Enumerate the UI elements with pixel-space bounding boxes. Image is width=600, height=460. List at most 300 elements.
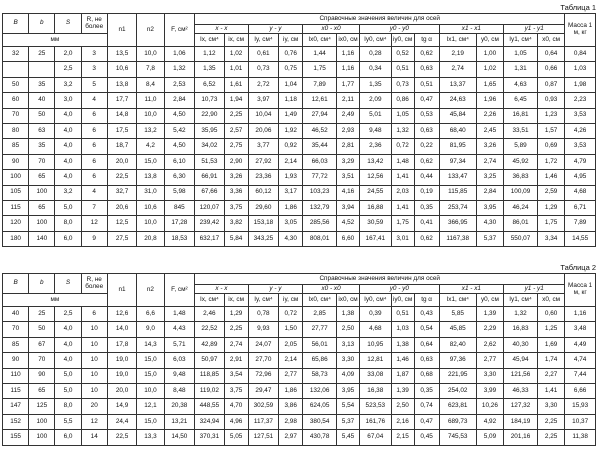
- table-cell: 15,0: [137, 353, 164, 368]
- table-cell: 1,98: [565, 77, 596, 92]
- table-cell: 10,73: [195, 93, 224, 108]
- table-cell: 1,05: [504, 47, 538, 62]
- table-cell: 1,03: [391, 322, 414, 337]
- table-cell: 1,75: [303, 62, 337, 77]
- table-cell: 745,53: [439, 430, 476, 445]
- table-cell: 5,85: [439, 307, 476, 322]
- table-cell: 5,98: [164, 185, 195, 200]
- table-cell: 4: [81, 93, 107, 108]
- table-cell: 1,48: [164, 307, 195, 322]
- table-cell: 12: [81, 216, 107, 231]
- table-cell: 0,87: [537, 77, 564, 92]
- table-cell: 5,0: [55, 200, 81, 215]
- table-cell: 6: [81, 108, 107, 123]
- table-cell: 3,29: [337, 154, 360, 169]
- axis-y0-y0: y0 - y0: [359, 285, 439, 294]
- col-tg: tg α: [414, 34, 439, 47]
- table-cell: 2,85: [303, 307, 337, 322]
- table-cell: 40,30: [504, 337, 538, 352]
- table-cell: 20,0: [107, 154, 136, 169]
- table-cell: 0,73: [248, 62, 279, 77]
- table-cell: 13,21: [164, 414, 195, 429]
- table-cell: 2,50: [391, 399, 414, 414]
- table-cell: 1,96: [476, 93, 503, 108]
- table-cell: 0,19: [414, 185, 439, 200]
- table-cell: 5,5: [55, 414, 81, 429]
- table-cell: 5,09: [476, 430, 503, 445]
- col-tg: tg α: [414, 294, 439, 307]
- table-cell: [3, 62, 29, 77]
- subheader-row: [3, 34, 596, 47]
- col-ix0: Ix0, см⁴: [303, 34, 337, 47]
- table-row: [3, 62, 596, 77]
- table-cell: 67,66: [195, 185, 224, 200]
- col-iy0: Iy0, см⁴: [359, 34, 391, 47]
- table-cell: 115: [3, 383, 29, 398]
- table-cell: 15,0: [137, 154, 164, 169]
- table-cell: 180: [3, 231, 29, 246]
- table-cell: 0,35: [414, 383, 439, 398]
- table-cell: 0,63: [414, 353, 439, 368]
- table-cell: 4,09: [337, 368, 360, 383]
- table-row: [3, 322, 596, 337]
- table-cell: 67,04: [359, 430, 391, 445]
- table-cell: 27,92: [248, 154, 279, 169]
- table-cell: 4,0: [55, 170, 81, 185]
- table-cell: 624,05: [303, 399, 337, 414]
- table-cell: 4,0: [55, 322, 81, 337]
- table-cell: 1,72: [537, 154, 564, 169]
- table-cell: 1,46: [537, 170, 564, 185]
- col-ix-r: ix, см: [224, 34, 248, 47]
- table-cell: 25: [29, 47, 55, 62]
- table-cell: 67: [29, 337, 55, 352]
- table-cell: 10: [81, 353, 107, 368]
- table-cell: 10,0: [137, 47, 164, 62]
- table-cell: 6: [81, 307, 107, 322]
- table-cell: 6,0: [55, 231, 81, 246]
- table-cell: 97,36: [439, 353, 476, 368]
- table-cell: 6: [81, 139, 107, 154]
- table-cell: 70: [3, 322, 29, 337]
- table-cell: 0,62: [414, 154, 439, 169]
- table-cell: 1,86: [279, 383, 303, 398]
- table-cell: 65: [29, 383, 55, 398]
- table-cell: 5,05: [224, 430, 248, 445]
- table-cell: 27,70: [248, 353, 279, 368]
- table-row: [3, 170, 596, 185]
- table-cell: [29, 62, 55, 77]
- table-cell: 65,86: [303, 353, 337, 368]
- table-cell: 60: [3, 93, 29, 108]
- table-cell: 0,74: [414, 399, 439, 414]
- table-cell: 5,54: [337, 399, 360, 414]
- table-cell: 167,41: [359, 231, 391, 246]
- table-cell: 430,78: [303, 430, 337, 445]
- table-cell: 0,63: [414, 62, 439, 77]
- table-cell: 2,59: [537, 185, 564, 200]
- table-cell: 2,25: [537, 430, 564, 445]
- table-cell: 45,84: [439, 108, 476, 123]
- table-cell: 1,16: [337, 62, 360, 77]
- table-cell: 3,94: [337, 200, 360, 215]
- table-cell: 14,0: [107, 322, 136, 337]
- table-cell: 35,95: [195, 123, 224, 138]
- table-cell: 0,52: [391, 47, 414, 62]
- table-cell: 6,66: [565, 383, 596, 398]
- table-cell: 46,24: [504, 200, 538, 215]
- table-cell: 2,50: [337, 322, 360, 337]
- table-cell: 0,51: [414, 77, 439, 92]
- col-s: S: [55, 14, 81, 34]
- table-cell: 9: [81, 231, 107, 246]
- table-row: [3, 108, 596, 123]
- table-cell: 2,81: [337, 139, 360, 154]
- table-cell: 1,29: [537, 200, 564, 215]
- unit-mm: мм: [3, 294, 108, 307]
- col-iy1: Iy1, см⁴: [504, 294, 538, 307]
- col-y0: y0, см: [476, 294, 503, 307]
- table-cell: 9,48: [164, 368, 195, 383]
- table-cell: 3,05: [279, 216, 303, 231]
- table-cell: 0,64: [537, 47, 564, 62]
- table-cell: 2,15: [391, 430, 414, 445]
- axis-y-y: y - y: [248, 285, 303, 294]
- table-cell: 3,2: [55, 77, 81, 92]
- table-row: [3, 430, 596, 445]
- table-cell: 17,5: [107, 123, 136, 138]
- table-cell: 90: [3, 154, 29, 169]
- table-cell: 3: [81, 47, 107, 62]
- table-cell: 3,30: [476, 368, 503, 383]
- table-cell: 4,0: [55, 123, 81, 138]
- table-cell: 0,51: [391, 307, 414, 322]
- table-row: [3, 123, 596, 138]
- table-cell: 27,94: [303, 108, 337, 123]
- table-cell: 5,89: [504, 139, 538, 154]
- unit-mm: мм: [3, 34, 108, 47]
- table-cell: 0,69: [537, 139, 564, 154]
- table-cell: 1,32: [504, 307, 538, 322]
- table-cell: 1,23: [537, 108, 564, 123]
- col-iy-r: iy, см: [279, 294, 303, 307]
- table-cell: 4,92: [476, 414, 503, 429]
- table-cell: 5,84: [224, 231, 248, 246]
- table-cell: 1,32: [391, 123, 414, 138]
- table-cell: 3,48: [565, 322, 596, 337]
- table-cell: 14,3: [137, 337, 164, 352]
- table-cell: 1167,38: [439, 231, 476, 246]
- table-cell: 17,7: [107, 93, 136, 108]
- table-cell: 50: [3, 77, 29, 92]
- table-row: [3, 139, 596, 154]
- table-cell: 2,19: [439, 47, 476, 62]
- table-cell: 0,41: [414, 216, 439, 231]
- table-cell: 90: [29, 368, 55, 383]
- table-cell: 15,0: [137, 414, 164, 429]
- table-cell: 0,75: [279, 62, 303, 77]
- table-cell: 0,34: [359, 62, 391, 77]
- table-cell: 16,83: [504, 322, 538, 337]
- table-cell: 105: [3, 185, 29, 200]
- table-cell: 3,99: [476, 383, 503, 398]
- table-cell: 2,23: [565, 93, 596, 108]
- table-cell: 1,05: [391, 108, 414, 123]
- table-cell: 2,77: [279, 368, 303, 383]
- table-cell: 18,53: [164, 231, 195, 246]
- table-cell: 4,0: [55, 337, 81, 352]
- table-cell: 22,90: [195, 108, 224, 123]
- table-cell: 0,92: [279, 139, 303, 154]
- table2-body: [3, 307, 596, 446]
- table-cell: 2,46: [195, 307, 224, 322]
- table-cell: 3,26: [224, 170, 248, 185]
- table-cell: 0,63: [414, 123, 439, 138]
- table-cell: 115: [3, 200, 29, 215]
- table-cell: 2,49: [337, 108, 360, 123]
- table-cell: 285,56: [303, 216, 337, 231]
- col-x0: x0, см: [537, 294, 564, 307]
- table-cell: 36,83: [504, 170, 538, 185]
- table-cell: 221,95: [439, 368, 476, 383]
- col-iy: Iy, см⁴: [248, 34, 279, 47]
- table1-caption: Таблица 1: [560, 3, 596, 12]
- table-cell: 0,72: [279, 307, 303, 322]
- col-ix1: Ix1, см⁴: [439, 294, 476, 307]
- table-cell: 56,01: [303, 337, 337, 352]
- table-cell: 1,48: [391, 154, 414, 169]
- table-cell: 58,73: [303, 368, 337, 383]
- table-cell: 0,54: [414, 322, 439, 337]
- table-cell: 2,74: [224, 337, 248, 352]
- table-cell: 5,01: [359, 108, 391, 123]
- table-cell: 132,06: [303, 383, 337, 398]
- table-cell: 51,53: [195, 154, 224, 169]
- table-cell: 23,36: [248, 170, 279, 185]
- table-cell: 12,1: [137, 399, 164, 414]
- table-cell: 1,02: [224, 47, 248, 62]
- table-cell: 3,30: [337, 353, 360, 368]
- table-cell: 119,02: [195, 383, 224, 398]
- table-cell: 2,75: [224, 139, 248, 154]
- table-cell: 1,41: [391, 200, 414, 215]
- reference-values-header: Справочные значения величин для осей: [195, 274, 565, 285]
- axis-x-x: x - x: [195, 285, 248, 294]
- table-cell: 0,43: [414, 307, 439, 322]
- table-cell: 2,57: [224, 123, 248, 138]
- table-cell: 3,86: [279, 399, 303, 414]
- table-cell: 100: [29, 216, 55, 231]
- table-cell: 1,41: [537, 383, 564, 398]
- table-cell: 13,3: [137, 430, 164, 445]
- table-cell: 0,39: [359, 307, 391, 322]
- table-cell: 27,5: [107, 231, 136, 246]
- table1: [2, 13, 596, 247]
- subheader-row: [3, 294, 596, 307]
- table-cell: 29,60: [248, 200, 279, 215]
- table-cell: 380,54: [303, 414, 337, 429]
- table-cell: 4,30: [279, 231, 303, 246]
- table-cell: 4,49: [565, 337, 596, 352]
- col-iy-r: iy, см: [279, 34, 303, 47]
- table-cell: 5,37: [476, 231, 503, 246]
- table-cell: 20,8: [137, 231, 164, 246]
- table-cell: 1,38: [391, 337, 414, 352]
- table-cell: 1,01: [224, 62, 248, 77]
- table-cell: 117,37: [248, 414, 279, 429]
- table-cell: 24,55: [359, 185, 391, 200]
- table-cell: 6: [81, 154, 107, 169]
- reference-values-header: Справочные значения величин для осей: [195, 14, 565, 25]
- table-cell: 1,65: [476, 77, 503, 92]
- table-cell: 1,39: [391, 383, 414, 398]
- table-cell: 127,32: [504, 399, 538, 414]
- table-cell: 2,25: [537, 414, 564, 429]
- table-cell: 4,26: [565, 123, 596, 138]
- table-cell: 155: [3, 430, 29, 445]
- col-y0: y0, см: [476, 34, 503, 47]
- table-cell: 1,74: [537, 353, 564, 368]
- table-cell: 6,10: [164, 154, 195, 169]
- table-cell: 1,77: [337, 77, 360, 92]
- table-cell: 11,0: [137, 93, 164, 108]
- table-row: [3, 414, 596, 429]
- table-cell: 0,73: [391, 77, 414, 92]
- table-cell: 12,61: [303, 93, 337, 108]
- table-cell: 4,30: [476, 216, 503, 231]
- col-b-upper: B: [3, 274, 29, 294]
- table-cell: 1,75: [391, 216, 414, 231]
- table-cell: 10: [81, 322, 107, 337]
- table-cell: 27,77: [303, 322, 337, 337]
- table-cell: 3,36: [224, 185, 248, 200]
- table-row: [3, 93, 596, 108]
- table-cell: 13,37: [439, 77, 476, 92]
- table-cell: 4,16: [337, 185, 360, 200]
- table-cell: 10: [81, 383, 107, 398]
- table-cell: 10,6: [137, 200, 164, 215]
- table-cell: 2,25: [224, 108, 248, 123]
- col-iy0-r: iy0, см: [391, 34, 414, 47]
- col-f: F, см²: [164, 274, 195, 307]
- table-cell: 3: [81, 62, 107, 77]
- table-cell: 30,59: [359, 216, 391, 231]
- table-cell: 632,17: [195, 231, 224, 246]
- table-cell: 147: [3, 399, 29, 414]
- col-r: R, не более: [81, 14, 107, 34]
- table-cell: 7,89: [565, 216, 596, 231]
- table-cell: 24,63: [439, 93, 476, 108]
- table-cell: 7,44: [565, 368, 596, 383]
- table-cell: 10,0: [137, 108, 164, 123]
- table-cell: 3,25: [476, 170, 503, 185]
- table-row: [3, 399, 596, 414]
- table-cell: 3,0: [55, 93, 81, 108]
- table-cell: 2,14: [279, 154, 303, 169]
- table-cell: 140: [29, 231, 55, 246]
- table-cell: 1,61: [224, 77, 248, 92]
- col-r: R, не более: [81, 274, 107, 294]
- table-cell: 68,40: [439, 123, 476, 138]
- table-cell: 4,52: [337, 216, 360, 231]
- table-cell: 97,34: [439, 154, 476, 169]
- table-cell: 2,72: [248, 77, 279, 92]
- table-cell: 1,44: [303, 47, 337, 62]
- table-cell: 12,5: [107, 216, 136, 231]
- table-cell: 845: [164, 200, 195, 215]
- table-cell: 63: [29, 123, 55, 138]
- table-cell: 13,8: [107, 77, 136, 92]
- table-cell: 17,8: [107, 337, 136, 352]
- table-row: [3, 200, 596, 215]
- table-cell: 0,51: [391, 62, 414, 77]
- table-cell: 0,44: [414, 170, 439, 185]
- col-f: F, см²: [164, 14, 195, 47]
- table-cell: 0,86: [391, 93, 414, 108]
- table-cell: 3,75: [224, 383, 248, 398]
- table-cell: 6,0: [55, 430, 81, 445]
- table-cell: 3,54: [224, 368, 248, 383]
- table-cell: 302,59: [248, 399, 279, 414]
- table-cell: 153,18: [248, 216, 279, 231]
- col-ix1: Ix1, см⁴: [439, 34, 476, 47]
- table-cell: 1,29: [224, 307, 248, 322]
- table-cell: 1,18: [279, 93, 303, 108]
- table-row: [3, 231, 596, 246]
- table-cell: 201,16: [504, 430, 538, 445]
- table-cell: 1,06: [164, 47, 195, 62]
- table-cell: 1,69: [537, 337, 564, 352]
- table-cell: 6,71: [565, 200, 596, 215]
- table-cell: 4,63: [504, 77, 538, 92]
- table-cell: 13,8: [137, 170, 164, 185]
- table-cell: 2,03: [391, 185, 414, 200]
- col-s: S: [55, 274, 81, 294]
- table-cell: 0,84: [565, 47, 596, 62]
- table-cell: 120,07: [195, 200, 224, 215]
- table-cell: 20,6: [107, 200, 136, 215]
- table-cell: 0,61: [248, 47, 279, 62]
- axis-x0-x0: x0 - x0: [303, 25, 360, 34]
- table-cell: 100: [29, 185, 55, 200]
- table-cell: 3,01: [391, 231, 414, 246]
- table-cell: 253,74: [439, 200, 476, 215]
- table-cell: 2,0: [55, 47, 81, 62]
- table-cell: 5,45: [337, 430, 360, 445]
- table-cell: 2,91: [224, 353, 248, 368]
- table-cell: 623,81: [439, 399, 476, 414]
- table-cell: 16,81: [504, 108, 538, 123]
- table-cell: 808,01: [303, 231, 337, 246]
- table-cell: 2,84: [476, 185, 503, 200]
- table-cell: 100: [29, 414, 55, 429]
- table-cell: 4,0: [55, 154, 81, 169]
- table-cell: 46,52: [303, 123, 337, 138]
- table-cell: 22,5: [107, 170, 136, 185]
- axis-y-y: y - y: [248, 25, 303, 34]
- table-cell: 8,48: [164, 383, 195, 398]
- table-row: [3, 383, 596, 398]
- table-row: [3, 337, 596, 352]
- table-cell: 18,7: [107, 139, 136, 154]
- table-cell: 1,16: [565, 307, 596, 322]
- table-cell: 6,6: [137, 307, 164, 322]
- table-cell: 5,71: [164, 337, 195, 352]
- table-cell: 2,29: [476, 322, 503, 337]
- table-cell: 3,95: [476, 200, 503, 215]
- table-cell: 35,44: [303, 139, 337, 154]
- col-b-upper: B: [3, 14, 29, 34]
